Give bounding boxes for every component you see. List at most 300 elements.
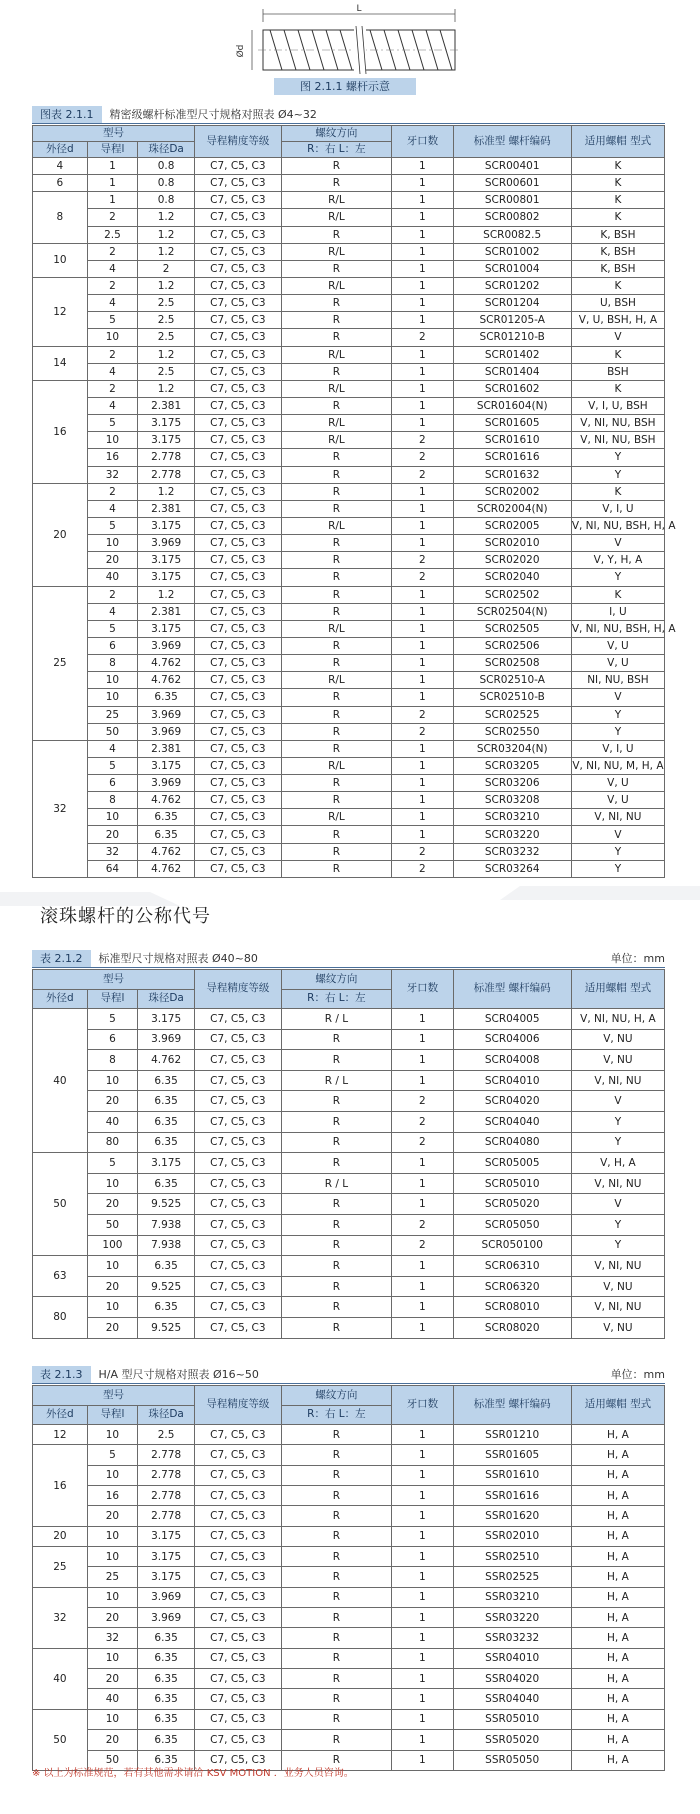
nut-type-cell: V, NI, NU [571, 1070, 664, 1091]
lead-cell: 20 [87, 1730, 137, 1750]
ball-diameter-cell: 6.35 [138, 1730, 195, 1750]
lead-cell: 40 [87, 569, 137, 586]
outer-diameter-cell: 80 [33, 1297, 88, 1338]
table-row [33, 1628, 665, 1648]
header-model: 型号 [33, 1386, 195, 1406]
lead-cell: 32 [87, 466, 137, 483]
outer-diameter-cell: 50 [33, 1709, 88, 1770]
table-row [33, 843, 665, 860]
table-row [33, 1689, 665, 1709]
ball-diameter-cell: 2.5 [138, 312, 195, 329]
table-row [33, 1547, 665, 1567]
direction-cell: R [281, 329, 392, 346]
ball-diameter-cell: 0.8 [138, 175, 195, 192]
header-starts: 牙口数 [392, 126, 453, 158]
nut-type-cell: V, Y, H, A [571, 552, 664, 569]
lead-cell: 10 [87, 1465, 137, 1485]
ball-diameter-cell: 2.5 [138, 1425, 195, 1445]
lead-cell: 5 [87, 312, 137, 329]
nut-type-cell: K [571, 586, 664, 603]
nut-type-cell: Y [571, 1132, 664, 1153]
starts-cell: 1 [392, 209, 453, 226]
code-cell: SCR02004(N) [453, 500, 571, 517]
direction-cell: R [281, 535, 392, 552]
direction-cell: R/L [281, 380, 392, 397]
nut-type-cell: Y [571, 466, 664, 483]
lead-cell: 32 [87, 843, 137, 860]
starts-cell: 1 [392, 637, 453, 654]
ball-diameter-cell: 6.35 [138, 1132, 195, 1153]
table-row [33, 1276, 665, 1297]
grade-cell: C7, C5, C3 [195, 1750, 282, 1770]
table-row [33, 432, 665, 449]
code-cell: SCR03264 [453, 860, 571, 877]
outer-diameter-cell: 50 [33, 1153, 88, 1256]
ball-diameter-cell: 6.35 [138, 1297, 195, 1318]
header-ball-diameter: 珠径Da [138, 142, 195, 158]
table-row [33, 637, 665, 654]
direction-cell: R [281, 706, 392, 723]
code-cell: SCR01210-B [453, 329, 571, 346]
code-cell: SCR03204(N) [453, 740, 571, 757]
code-cell: SCR05010 [453, 1173, 571, 1194]
code-cell: SSR01610 [453, 1465, 571, 1485]
table-row [33, 860, 665, 877]
code-cell: SSR01620 [453, 1506, 571, 1526]
lead-cell: 10 [87, 672, 137, 689]
ball-diameter-cell: 3.969 [138, 637, 195, 654]
table-row [33, 380, 665, 397]
grade-cell: C7, C5, C3 [195, 603, 282, 620]
starts-cell: 1 [392, 1070, 453, 1091]
starts-cell: 2 [392, 1235, 453, 1256]
table-row [33, 1317, 665, 1338]
direction-cell: R/L [281, 809, 392, 826]
grade-cell: C7, C5, C3 [195, 1486, 282, 1506]
grade-cell: C7, C5, C3 [195, 723, 282, 740]
starts-cell: 1 [392, 1445, 453, 1465]
lead-cell: 6 [87, 1029, 137, 1050]
starts-cell: 1 [392, 500, 453, 517]
header-lead: 导程l [87, 1405, 137, 1425]
code-cell: SCR03210 [453, 809, 571, 826]
outer-diameter-cell: 40 [33, 1009, 88, 1153]
table-row [33, 1425, 665, 1445]
ball-diameter-cell: 1.2 [138, 226, 195, 243]
table-row [33, 1669, 665, 1689]
nut-type-cell: H, A [571, 1730, 664, 1750]
code-cell: SSR03220 [453, 1608, 571, 1628]
ball-diameter-cell: 2.778 [138, 449, 195, 466]
starts-cell: 1 [392, 655, 453, 672]
direction-cell: R [281, 1669, 392, 1689]
table-row [33, 243, 665, 260]
ball-diameter-cell: 4.762 [138, 672, 195, 689]
grade-cell: C7, C5, C3 [195, 569, 282, 586]
table-row [33, 775, 665, 792]
code-cell: SCR04005 [453, 1009, 571, 1030]
starts-cell: 2 [392, 706, 453, 723]
table-row [33, 672, 665, 689]
ball-diameter-cell: 6.35 [138, 1256, 195, 1277]
ball-diameter-cell: 6.35 [138, 689, 195, 706]
code-cell: SCR02010 [453, 535, 571, 552]
nut-type-cell: U, BSH [571, 295, 664, 312]
starts-cell: 1 [392, 363, 453, 380]
direction-cell: R/L [281, 620, 392, 637]
code-cell: SCR04008 [453, 1050, 571, 1071]
lead-cell: 80 [87, 1132, 137, 1153]
header-direction: 螺纹方向 [281, 126, 392, 142]
ball-diameter-cell: 6.35 [138, 1111, 195, 1132]
table-row [33, 757, 665, 774]
lead-cell: 20 [87, 1091, 137, 1112]
ball-diameter-cell: 0.8 [138, 158, 195, 175]
starts-cell: 1 [392, 1153, 453, 1174]
lead-cell: 25 [87, 706, 137, 723]
direction-cell: R [281, 1256, 392, 1277]
table1-title: 精密级螺杆标准型尺寸规格对照表 Ø4~32 [109, 108, 317, 121]
nut-type-cell: K, BSH [571, 226, 664, 243]
ball-diameter-cell: 3.175 [138, 620, 195, 637]
ball-diameter-cell: 3.175 [138, 1009, 195, 1030]
starts-cell: 2 [392, 1132, 453, 1153]
ball-diameter-cell: 3.969 [138, 775, 195, 792]
nut-type-cell: Y [571, 706, 664, 723]
grade-cell: C7, C5, C3 [195, 1547, 282, 1567]
starts-cell: 1 [392, 689, 453, 706]
starts-cell: 1 [392, 603, 453, 620]
table-row [33, 1173, 665, 1194]
table1-caption [32, 106, 665, 124]
starts-cell: 1 [392, 175, 453, 192]
ball-diameter-cell: 6.35 [138, 1628, 195, 1648]
code-cell: SSR05050 [453, 1750, 571, 1770]
lead-cell: 10 [87, 1173, 137, 1194]
starts-cell: 1 [392, 1317, 453, 1338]
lead-cell: 2 [87, 209, 137, 226]
starts-cell: 1 [392, 192, 453, 209]
direction-cell: R [281, 1050, 392, 1071]
starts-cell: 2 [392, 432, 453, 449]
lead-cell: 50 [87, 1750, 137, 1770]
nut-type-cell: V, NI, NU, H, A [571, 1009, 664, 1030]
grade-cell: C7, C5, C3 [195, 1132, 282, 1153]
grade-cell: C7, C5, C3 [195, 655, 282, 672]
nut-type-cell: V, NI, NU, M, H, A [571, 757, 664, 774]
outer-diameter-cell: 12 [33, 1425, 88, 1445]
code-cell: SCR02505 [453, 620, 571, 637]
nut-type-cell: K [571, 277, 664, 294]
direction-cell: R [281, 1567, 392, 1587]
table-row [33, 483, 665, 500]
grade-cell: C7, C5, C3 [195, 1425, 282, 1445]
outer-diameter-cell: 20 [33, 483, 88, 586]
nut-type-cell: H, A [571, 1506, 664, 1526]
starts-cell: 2 [392, 569, 453, 586]
code-cell: SSR04040 [453, 1689, 571, 1709]
table-row [33, 826, 665, 843]
ball-diameter-cell: 4.762 [138, 792, 195, 809]
starts-cell: 1 [392, 586, 453, 603]
direction-cell: R [281, 1547, 392, 1567]
code-cell: SSR05010 [453, 1709, 571, 1729]
ball-diameter-cell: 3.969 [138, 723, 195, 740]
code-cell: SCR03205 [453, 757, 571, 774]
code-cell: SCR02504(N) [453, 603, 571, 620]
code-cell: SCR02510-A [453, 672, 571, 689]
direction-cell: R / L [281, 1173, 392, 1194]
nut-type-cell: V, I, U [571, 740, 664, 757]
lead-cell: 32 [87, 1628, 137, 1648]
lead-cell: 8 [87, 1050, 137, 1071]
grade-cell: C7, C5, C3 [195, 277, 282, 294]
starts-cell: 1 [392, 517, 453, 534]
table-row [33, 689, 665, 706]
nut-type-cell: Y [571, 1111, 664, 1132]
lead-cell: 10 [87, 689, 137, 706]
direction-cell: R [281, 1297, 392, 1318]
ball-diameter-cell: 9.525 [138, 1317, 195, 1338]
starts-cell: 1 [392, 415, 453, 432]
lead-cell: 40 [87, 1689, 137, 1709]
grade-cell: C7, C5, C3 [195, 689, 282, 706]
grade-cell: C7, C5, C3 [195, 775, 282, 792]
nut-type-cell: V, NU [571, 1276, 664, 1297]
diameter-label: Ød [236, 44, 246, 58]
outer-diameter-cell: 32 [33, 740, 88, 877]
lead-cell: 20 [87, 552, 137, 569]
table-row [33, 260, 665, 277]
starts-cell: 2 [392, 860, 453, 877]
grade-cell: C7, C5, C3 [195, 706, 282, 723]
starts-cell: 2 [392, 1111, 453, 1132]
outer-diameter-cell: 4 [33, 158, 88, 175]
table-row [33, 466, 665, 483]
nut-type-cell: Y [571, 843, 664, 860]
direction-cell: R [281, 792, 392, 809]
ball-diameter-cell: 3.175 [138, 1567, 195, 1587]
grade-cell: C7, C5, C3 [195, 415, 282, 432]
lead-cell: 20 [87, 1506, 137, 1526]
ball-diameter-cell: 6.35 [138, 809, 195, 826]
code-cell: SSR04020 [453, 1669, 571, 1689]
direction-cell: R [281, 826, 392, 843]
grade-cell: C7, C5, C3 [195, 1009, 282, 1030]
ball-diameter-cell: 3.175 [138, 1153, 195, 1174]
ball-diameter-cell: 6.35 [138, 1648, 195, 1668]
direction-cell: R [281, 860, 392, 877]
direction-cell: R [281, 775, 392, 792]
grade-cell: C7, C5, C3 [195, 192, 282, 209]
nut-type-cell: V, I, U [571, 500, 664, 517]
ball-diameter-cell: 4.762 [138, 860, 195, 877]
nut-type-cell: H, A [571, 1526, 664, 1546]
code-cell: SCR06310 [453, 1256, 571, 1277]
direction-cell: R [281, 363, 392, 380]
code-cell: SCR02508 [453, 655, 571, 672]
nut-type-cell: V, NI, NU, BSH, H, A [571, 517, 664, 534]
lead-cell: 5 [87, 415, 137, 432]
ball-diameter-cell: 9.525 [138, 1276, 195, 1297]
code-cell: SSR02010 [453, 1526, 571, 1546]
grade-cell: C7, C5, C3 [195, 637, 282, 654]
nut-type-cell: Y [571, 723, 664, 740]
nut-type-cell: V, U [571, 792, 664, 809]
grade-cell: C7, C5, C3 [195, 466, 282, 483]
grade-cell: C7, C5, C3 [195, 672, 282, 689]
grade-cell: C7, C5, C3 [195, 1256, 282, 1277]
starts-cell: 1 [392, 1029, 453, 1050]
table-row [33, 175, 665, 192]
header-ball-diameter: 珠径Da [138, 989, 195, 1009]
grade-cell: C7, C5, C3 [195, 740, 282, 757]
grade-cell: C7, C5, C3 [195, 1567, 282, 1587]
ball-diameter-cell: 7.938 [138, 1214, 195, 1235]
nut-type-cell: V [571, 1091, 664, 1112]
starts-cell: 1 [392, 397, 453, 414]
starts-cell: 1 [392, 1709, 453, 1729]
lead-cell: 4 [87, 363, 137, 380]
lead-cell: 10 [87, 809, 137, 826]
nut-type-cell: V [571, 535, 664, 552]
nut-type-cell: V [571, 826, 664, 843]
starts-cell: 1 [392, 277, 453, 294]
lead-cell: 4 [87, 260, 137, 277]
table-row [33, 1730, 665, 1750]
direction-cell: R/L [281, 757, 392, 774]
table-row [33, 1029, 665, 1050]
grade-cell: C7, C5, C3 [195, 1091, 282, 1112]
nut-type-cell: V, NU [571, 1029, 664, 1050]
direction-cell: R/L [281, 517, 392, 534]
grade-cell: C7, C5, C3 [195, 295, 282, 312]
direction-cell: R [281, 466, 392, 483]
ball-diameter-cell: 2.381 [138, 397, 195, 414]
direction-cell: R [281, 1111, 392, 1132]
spec-table-2 [32, 969, 665, 1339]
table2-tag: 表 2.1.2 [32, 950, 91, 967]
starts-cell: 1 [392, 792, 453, 809]
grade-cell: C7, C5, C3 [195, 1689, 282, 1709]
nut-type-cell: V, NI, NU, BSH [571, 415, 664, 432]
code-cell: SCR06320 [453, 1276, 571, 1297]
header-direction: 螺纹方向 [281, 970, 392, 990]
table-row [33, 1091, 665, 1112]
lead-cell: 4 [87, 603, 137, 620]
starts-cell: 1 [392, 1526, 453, 1546]
header-direction-legend: R：右 L：左 [281, 1405, 392, 1425]
grade-cell: C7, C5, C3 [195, 380, 282, 397]
table-row [33, 1587, 665, 1607]
grade-cell: C7, C5, C3 [195, 843, 282, 860]
grade-cell: C7, C5, C3 [195, 209, 282, 226]
outer-diameter-cell: 63 [33, 1256, 88, 1297]
starts-cell: 1 [392, 740, 453, 757]
lead-cell: 10 [87, 329, 137, 346]
table-row [33, 192, 665, 209]
code-cell: SCR02510-B [453, 689, 571, 706]
table-row [33, 1709, 665, 1729]
table-row [33, 1506, 665, 1526]
lead-cell: 10 [87, 432, 137, 449]
ball-diameter-cell: 3.969 [138, 1029, 195, 1050]
direction-cell: R [281, 1526, 392, 1546]
nut-type-cell: H, A [571, 1608, 664, 1628]
nut-type-cell: V, NI, NU [571, 809, 664, 826]
grade-cell: C7, C5, C3 [195, 1173, 282, 1194]
nut-type-cell: I, U [571, 603, 664, 620]
direction-cell: R [281, 175, 392, 192]
table-row [33, 1235, 665, 1256]
ball-diameter-cell: 4.762 [138, 655, 195, 672]
direction-cell: R [281, 655, 392, 672]
outer-diameter-cell: 8 [33, 192, 88, 243]
code-cell: SCR01604(N) [453, 397, 571, 414]
ball-diameter-cell: 3.175 [138, 517, 195, 534]
ball-diameter-cell: 6.35 [138, 1709, 195, 1729]
table-row [33, 1194, 665, 1215]
ball-diameter-cell: 6.35 [138, 1091, 195, 1112]
starts-cell: 1 [392, 1425, 453, 1445]
table-row [33, 226, 665, 243]
table-row [33, 1111, 665, 1132]
grade-cell: C7, C5, C3 [195, 1070, 282, 1091]
lead-cell: 16 [87, 1486, 137, 1506]
starts-cell: 1 [392, 1730, 453, 1750]
starts-cell: 1 [392, 380, 453, 397]
table1-tag: 图表 2.1.1 [32, 106, 102, 123]
grade-cell: C7, C5, C3 [195, 226, 282, 243]
header-grade: 导程精度等级 [195, 970, 282, 1009]
grade-cell: C7, C5, C3 [195, 792, 282, 809]
direction-cell: R [281, 1029, 392, 1050]
starts-cell: 1 [392, 1669, 453, 1689]
lead-cell: 2 [87, 346, 137, 363]
header-direction-legend: R：右 L：左 [281, 142, 392, 158]
nut-type-cell: V, U, BSH, H, A [571, 312, 664, 329]
ball-diameter-cell: 2.5 [138, 329, 195, 346]
grade-cell: C7, C5, C3 [195, 1111, 282, 1132]
table-row [33, 312, 665, 329]
code-cell: SCR01004 [453, 260, 571, 277]
nut-type-cell: V [571, 1194, 664, 1215]
header-model: 型号 [33, 126, 195, 142]
table-row [33, 1050, 665, 1071]
nut-type-cell: Y [571, 569, 664, 586]
header-nut-type: 适用螺帽 型式 [571, 1386, 664, 1425]
lead-cell: 10 [87, 1547, 137, 1567]
grade-cell: C7, C5, C3 [195, 1214, 282, 1235]
lead-cell: 10 [87, 1425, 137, 1445]
starts-cell: 1 [392, 260, 453, 277]
grade-cell: C7, C5, C3 [195, 243, 282, 260]
direction-cell: R [281, 1587, 392, 1607]
lead-cell: 16 [87, 449, 137, 466]
direction-cell: R [281, 1506, 392, 1526]
code-cell: SCR04080 [453, 1132, 571, 1153]
lead-cell: 100 [87, 1235, 137, 1256]
starts-cell: 1 [392, 1547, 453, 1567]
lead-cell: 8 [87, 792, 137, 809]
starts-cell: 1 [392, 826, 453, 843]
outer-diameter-cell: 32 [33, 1587, 88, 1648]
direction-cell: R / L [281, 1070, 392, 1091]
grade-cell: C7, C5, C3 [195, 757, 282, 774]
lead-cell: 20 [87, 1194, 137, 1215]
grade-cell: C7, C5, C3 [195, 1669, 282, 1689]
header-code: 标准型 螺杆编码 [453, 1386, 571, 1425]
